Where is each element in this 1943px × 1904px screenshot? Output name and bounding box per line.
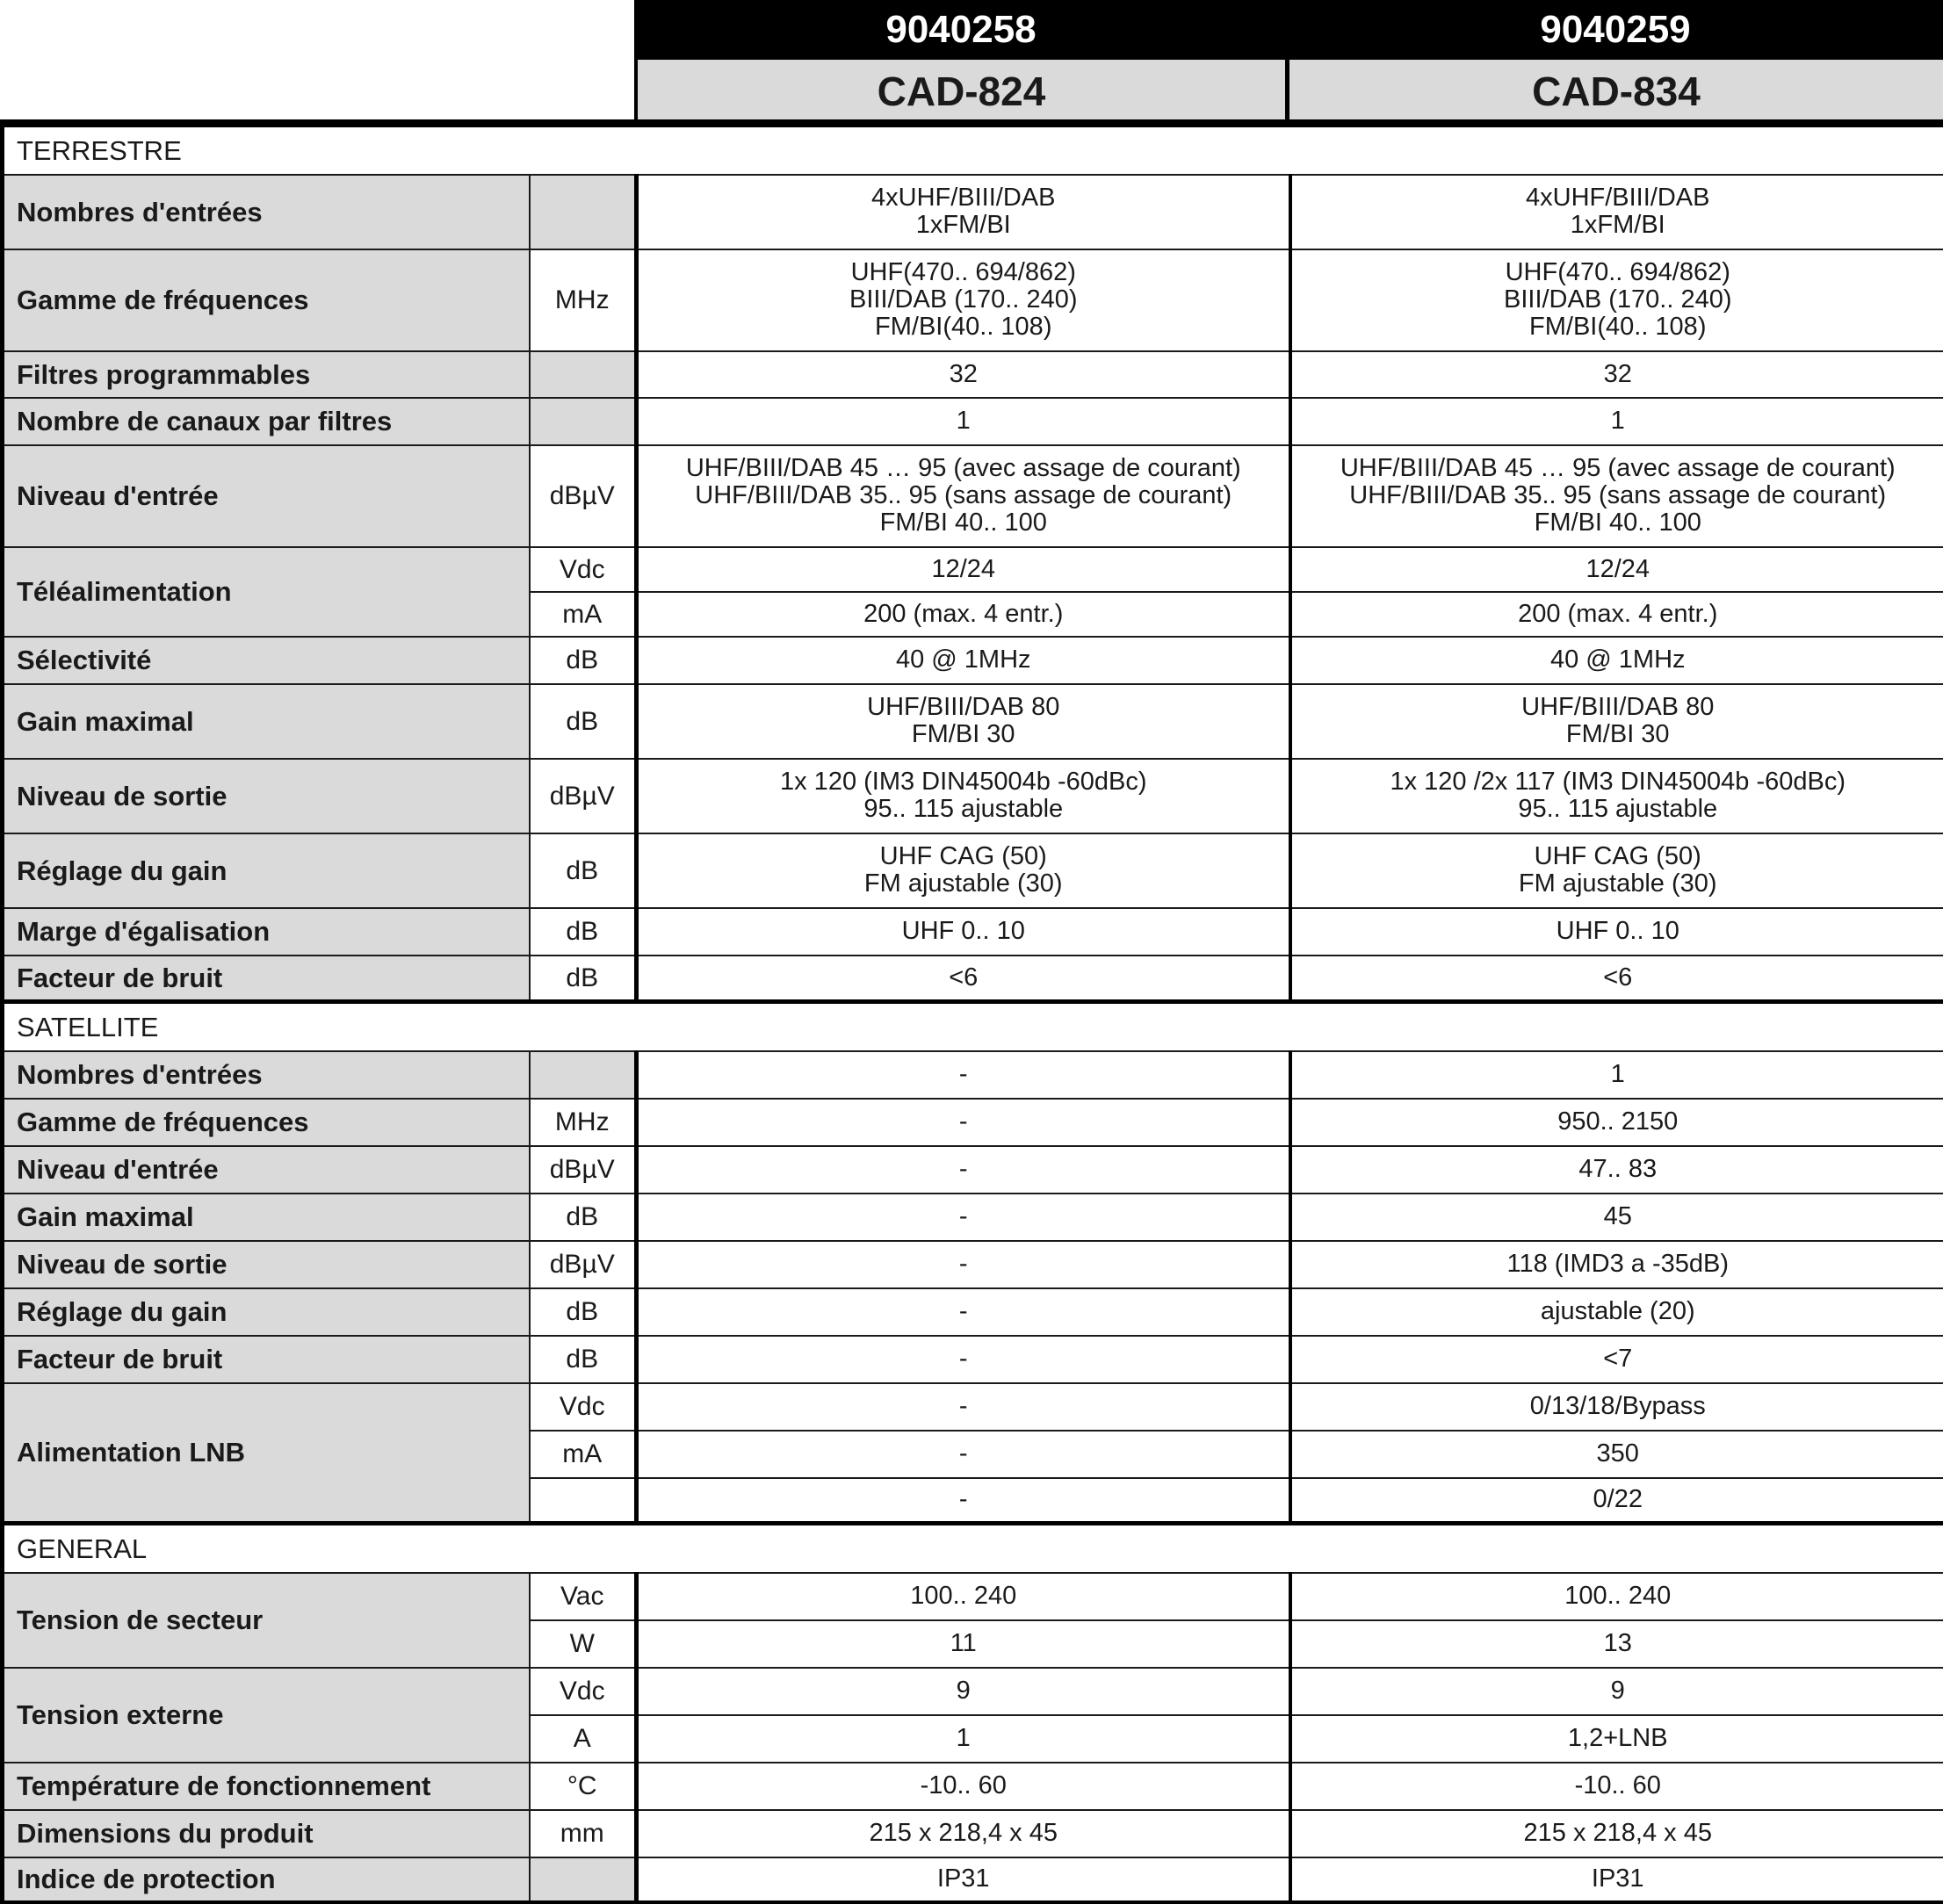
spec-unit: dBµV [530, 1241, 637, 1288]
spec-row [3, 684, 1943, 759]
spec-unit: MHz [530, 249, 637, 351]
spec-value-product-2 [1290, 1336, 1943, 1383]
spec-value-product-1 [637, 1051, 1290, 1099]
value-line: UHF(470.. 694/862) [1292, 259, 1943, 286]
value-line: 200 (max. 4 entr.) [1292, 601, 1943, 628]
spec-value-product-1 [637, 1478, 1290, 1524]
spec-value-product-2 [1290, 908, 1943, 956]
spec-value-product-1 [637, 908, 1290, 956]
spec-label: Nombres d'entrées [3, 1051, 530, 1099]
value-line: - [639, 1298, 1289, 1325]
value-line: FM ajustable (30) [1292, 870, 1943, 898]
spec-value-product-2 [1290, 1431, 1943, 1478]
value-line: 45 [1292, 1203, 1943, 1230]
value-line: -10.. 60 [1292, 1772, 1943, 1799]
value-line: <6 [1292, 964, 1943, 992]
spec-unit: dBµV [530, 759, 637, 833]
spec-unit: mm [530, 1810, 637, 1857]
spec-value-product-1 [637, 445, 1290, 547]
value-line: UHF CAG (50) [639, 843, 1289, 870]
spec-unit: Vdc [530, 1383, 637, 1431]
spec-value-product-2 [1290, 1241, 1943, 1288]
spec-row [3, 1763, 1943, 1810]
spec-value-product-1 [637, 1194, 1290, 1241]
spec-value-product-1 [637, 592, 1290, 637]
spec-value-product-1 [637, 1146, 1290, 1194]
value-line: 0/13/18/Bypass [1292, 1393, 1943, 1420]
spec-label: Indice de protection [3, 1857, 530, 1902]
product-model-1: CAD-824 [634, 60, 1288, 123]
spec-row [3, 1573, 1943, 1620]
section-row [3, 1524, 1943, 1573]
spec-label: Tension de secteur [3, 1573, 530, 1668]
spec-value-product-1 [637, 351, 1290, 398]
value-line: 100.. 240 [1292, 1583, 1943, 1610]
spec-unit: A [530, 1715, 637, 1763]
spec-unit: dBµV [530, 1146, 637, 1194]
spec-unit [530, 351, 637, 398]
value-line: 47.. 83 [1292, 1156, 1943, 1183]
value-line: IP31 [1292, 1865, 1943, 1893]
spec-value-product-2 [1290, 1194, 1943, 1241]
value-line: 1 [1292, 1061, 1943, 1088]
spec-value-product-2 [1290, 1573, 1943, 1620]
spec-label: Réglage du gain [3, 833, 530, 908]
spec-value-product-1 [637, 1715, 1290, 1763]
spec-value-product-1 [637, 1857, 1290, 1902]
spec-row [3, 637, 1943, 684]
value-line: - [639, 1251, 1289, 1278]
table-header [0, 0, 1943, 123]
spec-value-product-2 [1290, 1620, 1943, 1668]
spec-value-product-2 [1290, 547, 1943, 592]
spec-value-product-1 [637, 398, 1290, 445]
value-line: UHF/BIII/DAB 35.. 95 (sans assage de courant) [639, 482, 1289, 509]
section-row [3, 1002, 1943, 1051]
spec-value-product-1 [637, 1573, 1290, 1620]
spec-row [3, 1810, 1943, 1857]
spec-value-product-1 [637, 1241, 1290, 1288]
value-line: 200 (max. 4 entr.) [639, 601, 1289, 628]
value-line: 4xUHF/BIII/DAB [639, 184, 1289, 212]
value-line: - [639, 1440, 1289, 1468]
spec-label: Tension externe [3, 1668, 530, 1763]
value-line: UHF(470.. 694/862) [639, 259, 1289, 286]
spec-row [3, 1668, 1943, 1715]
spec-value-product-1 [637, 956, 1290, 1002]
spec-value-product-1 [637, 1620, 1290, 1668]
spec-row [3, 445, 1943, 547]
spec-unit: dB [530, 1336, 637, 1383]
spec-label: Gamme de fréquences [3, 1099, 530, 1146]
spec-value-product-1 [637, 175, 1290, 249]
section-title: SATELLITE [3, 1002, 1943, 1051]
value-line: 9 [639, 1677, 1289, 1705]
spec-value-product-2 [1290, 637, 1943, 684]
value-line: 12/24 [639, 556, 1289, 583]
value-line: ajustable (20) [1292, 1298, 1943, 1325]
spec-value-product-2 [1290, 1715, 1943, 1763]
spec-value-product-2 [1290, 759, 1943, 833]
value-line: - [639, 1486, 1289, 1513]
value-line: - [639, 1393, 1289, 1420]
spec-label: Nombres d'entrées [3, 175, 530, 249]
spec-value-product-2 [1290, 1288, 1943, 1336]
spec-value-product-1 [637, 1763, 1290, 1810]
spec-unit: dB [530, 833, 637, 908]
value-line: UHF 0.. 10 [1292, 918, 1943, 945]
value-line: FM ajustable (30) [639, 870, 1289, 898]
value-line: 350 [1292, 1440, 1943, 1468]
spec-unit [530, 398, 637, 445]
spec-unit: MHz [530, 1099, 637, 1146]
spec-label: Téléalimentation [3, 547, 530, 637]
spec-unit [530, 1857, 637, 1902]
value-line: FM/BI 40.. 100 [639, 509, 1289, 537]
spec-unit: dB [530, 684, 637, 759]
spec-unit [530, 175, 637, 249]
value-line: <7 [1292, 1345, 1943, 1373]
spec-row [3, 956, 1943, 1002]
spec-value-product-2 [1290, 1810, 1943, 1857]
spec-value-product-1 [637, 1810, 1290, 1857]
spec-unit: Vac [530, 1573, 637, 1620]
spec-value-product-2 [1290, 175, 1943, 249]
spec-value-product-1 [637, 249, 1290, 351]
spec-row [3, 759, 1943, 833]
value-line: IP31 [639, 1865, 1289, 1893]
value-line: 118 (IMD3 a -35dB) [1292, 1251, 1943, 1278]
value-line: UHF CAG (50) [1292, 843, 1943, 870]
value-line: 1x 120 (IM3 DIN45004b -60dBc) [639, 768, 1289, 796]
spec-unit: dB [530, 956, 637, 1002]
spec-row [3, 1194, 1943, 1241]
spec-value-product-1 [637, 1288, 1290, 1336]
spec-value-product-2 [1290, 833, 1943, 908]
spec-row [3, 1051, 1943, 1099]
product-code-1: 9040258 [634, 0, 1288, 60]
spec-label: Température de fonctionnement [3, 1763, 530, 1810]
spec-unit: dB [530, 1288, 637, 1336]
spec-value-product-2 [1290, 1478, 1943, 1524]
spec-value-product-2 [1290, 684, 1943, 759]
spec-unit: mA [530, 1431, 637, 1478]
spec-value-product-1 [637, 547, 1290, 592]
value-line: 950.. 2150 [1292, 1108, 1943, 1136]
spec-value-product-1 [637, 833, 1290, 908]
value-line: 1xFM/BI [1292, 212, 1943, 239]
spec-label: Alimentation LNB [3, 1383, 530, 1524]
spec-unit: °C [530, 1763, 637, 1810]
value-line: 0/22 [1292, 1486, 1943, 1513]
value-line: 95.. 115 ajustable [1292, 796, 1943, 823]
value-line: 1 [639, 1725, 1289, 1752]
spec-value-product-2 [1290, 1857, 1943, 1902]
spec-label: Filtres programmables [3, 351, 530, 398]
spec-label: Facteur de bruit [3, 956, 530, 1002]
section-row [3, 126, 1943, 175]
spec-row [3, 833, 1943, 908]
value-line: - [639, 1156, 1289, 1183]
spec-unit: dBµV [530, 445, 637, 547]
spec-row [3, 1383, 1943, 1431]
spec-unit: W [530, 1620, 637, 1668]
value-line: -10.. 60 [639, 1772, 1289, 1799]
spec-label: Sélectivité [3, 637, 530, 684]
spec-row [3, 1241, 1943, 1288]
spec-unit: dB [530, 1194, 637, 1241]
value-line: 95.. 115 ajustable [639, 796, 1289, 823]
spec-value-product-2 [1290, 249, 1943, 351]
spec-value-product-2 [1290, 956, 1943, 1002]
spec-value-product-1 [637, 1336, 1290, 1383]
spec-unit: dB [530, 637, 637, 684]
spec-label: Facteur de bruit [3, 1336, 530, 1383]
spec-value-product-2 [1290, 351, 1943, 398]
spec-label: Gamme de fréquences [3, 249, 530, 351]
spec-row [3, 249, 1943, 351]
spec-value-product-1 [637, 637, 1290, 684]
value-line: UHF/BIII/DAB 45 … 95 (avec assage de courant) [1292, 455, 1943, 482]
value-line: 215 x 218,4 x 45 [1292, 1820, 1943, 1847]
value-line: FM/BI(40.. 108) [639, 314, 1289, 341]
spec-value-product-1 [637, 1383, 1290, 1431]
value-line: UHF/BIII/DAB 35.. 95 (sans assage de courant) [1292, 482, 1943, 509]
value-line: FM/BI 30 [1292, 721, 1943, 748]
spec-unit [530, 1051, 637, 1099]
value-line: 9 [1292, 1677, 1943, 1705]
value-line: UHF/BIII/DAB 80 [1292, 694, 1943, 721]
spec-unit: Vdc [530, 547, 637, 592]
spec-row [3, 398, 1943, 445]
value-line: BIII/DAB (170.. 240) [1292, 286, 1943, 314]
value-line: UHF/BIII/DAB 80 [639, 694, 1289, 721]
spec-unit: Vdc [530, 1668, 637, 1715]
value-line: 1,2+LNB [1292, 1725, 1943, 1752]
value-line: 215 x 218,4 x 45 [639, 1820, 1289, 1847]
spec-row [3, 1857, 1943, 1902]
spec-label: Gain maximal [3, 1194, 530, 1241]
spec-value-product-1 [637, 684, 1290, 759]
spec-value-product-2 [1290, 1099, 1943, 1146]
spec-value-product-1 [637, 1099, 1290, 1146]
spec-row [3, 351, 1943, 398]
spec-row [3, 1146, 1943, 1194]
spec-value-product-2 [1290, 592, 1943, 637]
product-code-2: 9040259 [1288, 0, 1943, 60]
spec-label: Marge d'égalisation [3, 908, 530, 956]
spec-table [0, 123, 1943, 1904]
spec-value-product-2 [1290, 1383, 1943, 1431]
spec-row [3, 1288, 1943, 1336]
spec-unit: mA [530, 592, 637, 637]
spec-row [3, 908, 1943, 956]
spec-label: Dimensions du produit [3, 1810, 530, 1857]
value-line: FM/BI(40.. 108) [1292, 314, 1943, 341]
spec-unit [530, 1478, 637, 1524]
section-title: GENERAL [3, 1524, 1943, 1573]
spec-label: Gain maximal [3, 684, 530, 759]
spec-label: Niveau d'entrée [3, 1146, 530, 1194]
spec-value-product-2 [1290, 1146, 1943, 1194]
value-line: FM/BI 40.. 100 [1292, 509, 1943, 537]
spec-row [3, 547, 1943, 592]
value-line: 1x 120 /2x 117 (IM3 DIN45004b -60dBc) [1292, 768, 1943, 796]
spec-label: Réglage du gain [3, 1288, 530, 1336]
spec-label: Niveau de sortie [3, 759, 530, 833]
spec-unit: dB [530, 908, 637, 956]
value-line: 12/24 [1292, 556, 1943, 583]
value-line: <6 [639, 964, 1289, 992]
value-line: 1xFM/BI [639, 212, 1289, 239]
value-line: BIII/DAB (170.. 240) [639, 286, 1289, 314]
spec-row [3, 1099, 1943, 1146]
product-model-2: CAD-834 [1288, 60, 1943, 123]
value-line: 4xUHF/BIII/DAB [1292, 184, 1943, 212]
value-line: FM/BI 30 [639, 721, 1289, 748]
value-line: - [639, 1345, 1289, 1373]
spec-value-product-2 [1290, 398, 1943, 445]
spec-row [3, 175, 1943, 249]
section-title: TERRESTRE [3, 126, 1943, 175]
value-line: - [639, 1108, 1289, 1136]
value-line: 32 [639, 361, 1289, 388]
value-line: 40 @ 1MHz [1292, 646, 1943, 674]
value-line: 13 [1292, 1630, 1943, 1657]
value-line: 1 [1292, 407, 1943, 435]
spec-row [3, 1336, 1943, 1383]
value-line: 32 [1292, 361, 1943, 388]
spec-value-product-2 [1290, 445, 1943, 547]
spec-value-product-2 [1290, 1763, 1943, 1810]
spec-label: Niveau de sortie [3, 1241, 530, 1288]
spec-value-product-2 [1290, 1051, 1943, 1099]
value-line: 100.. 240 [639, 1583, 1289, 1610]
spec-label: Niveau d'entrée [3, 445, 530, 547]
spec-value-product-2 [1290, 1668, 1943, 1715]
spec-value-product-1 [637, 759, 1290, 833]
value-line: 1 [639, 407, 1289, 435]
value-line: - [639, 1061, 1289, 1088]
spec-label: Nombre de canaux par filtres [3, 398, 530, 445]
value-line: 40 @ 1MHz [639, 646, 1289, 674]
value-line: UHF 0.. 10 [639, 918, 1289, 945]
value-line: 11 [639, 1630, 1289, 1657]
spec-value-product-1 [637, 1431, 1290, 1478]
spec-value-product-1 [637, 1668, 1290, 1715]
value-line: - [639, 1203, 1289, 1230]
value-line: UHF/BIII/DAB 45 … 95 (avec assage de courant) [639, 455, 1289, 482]
